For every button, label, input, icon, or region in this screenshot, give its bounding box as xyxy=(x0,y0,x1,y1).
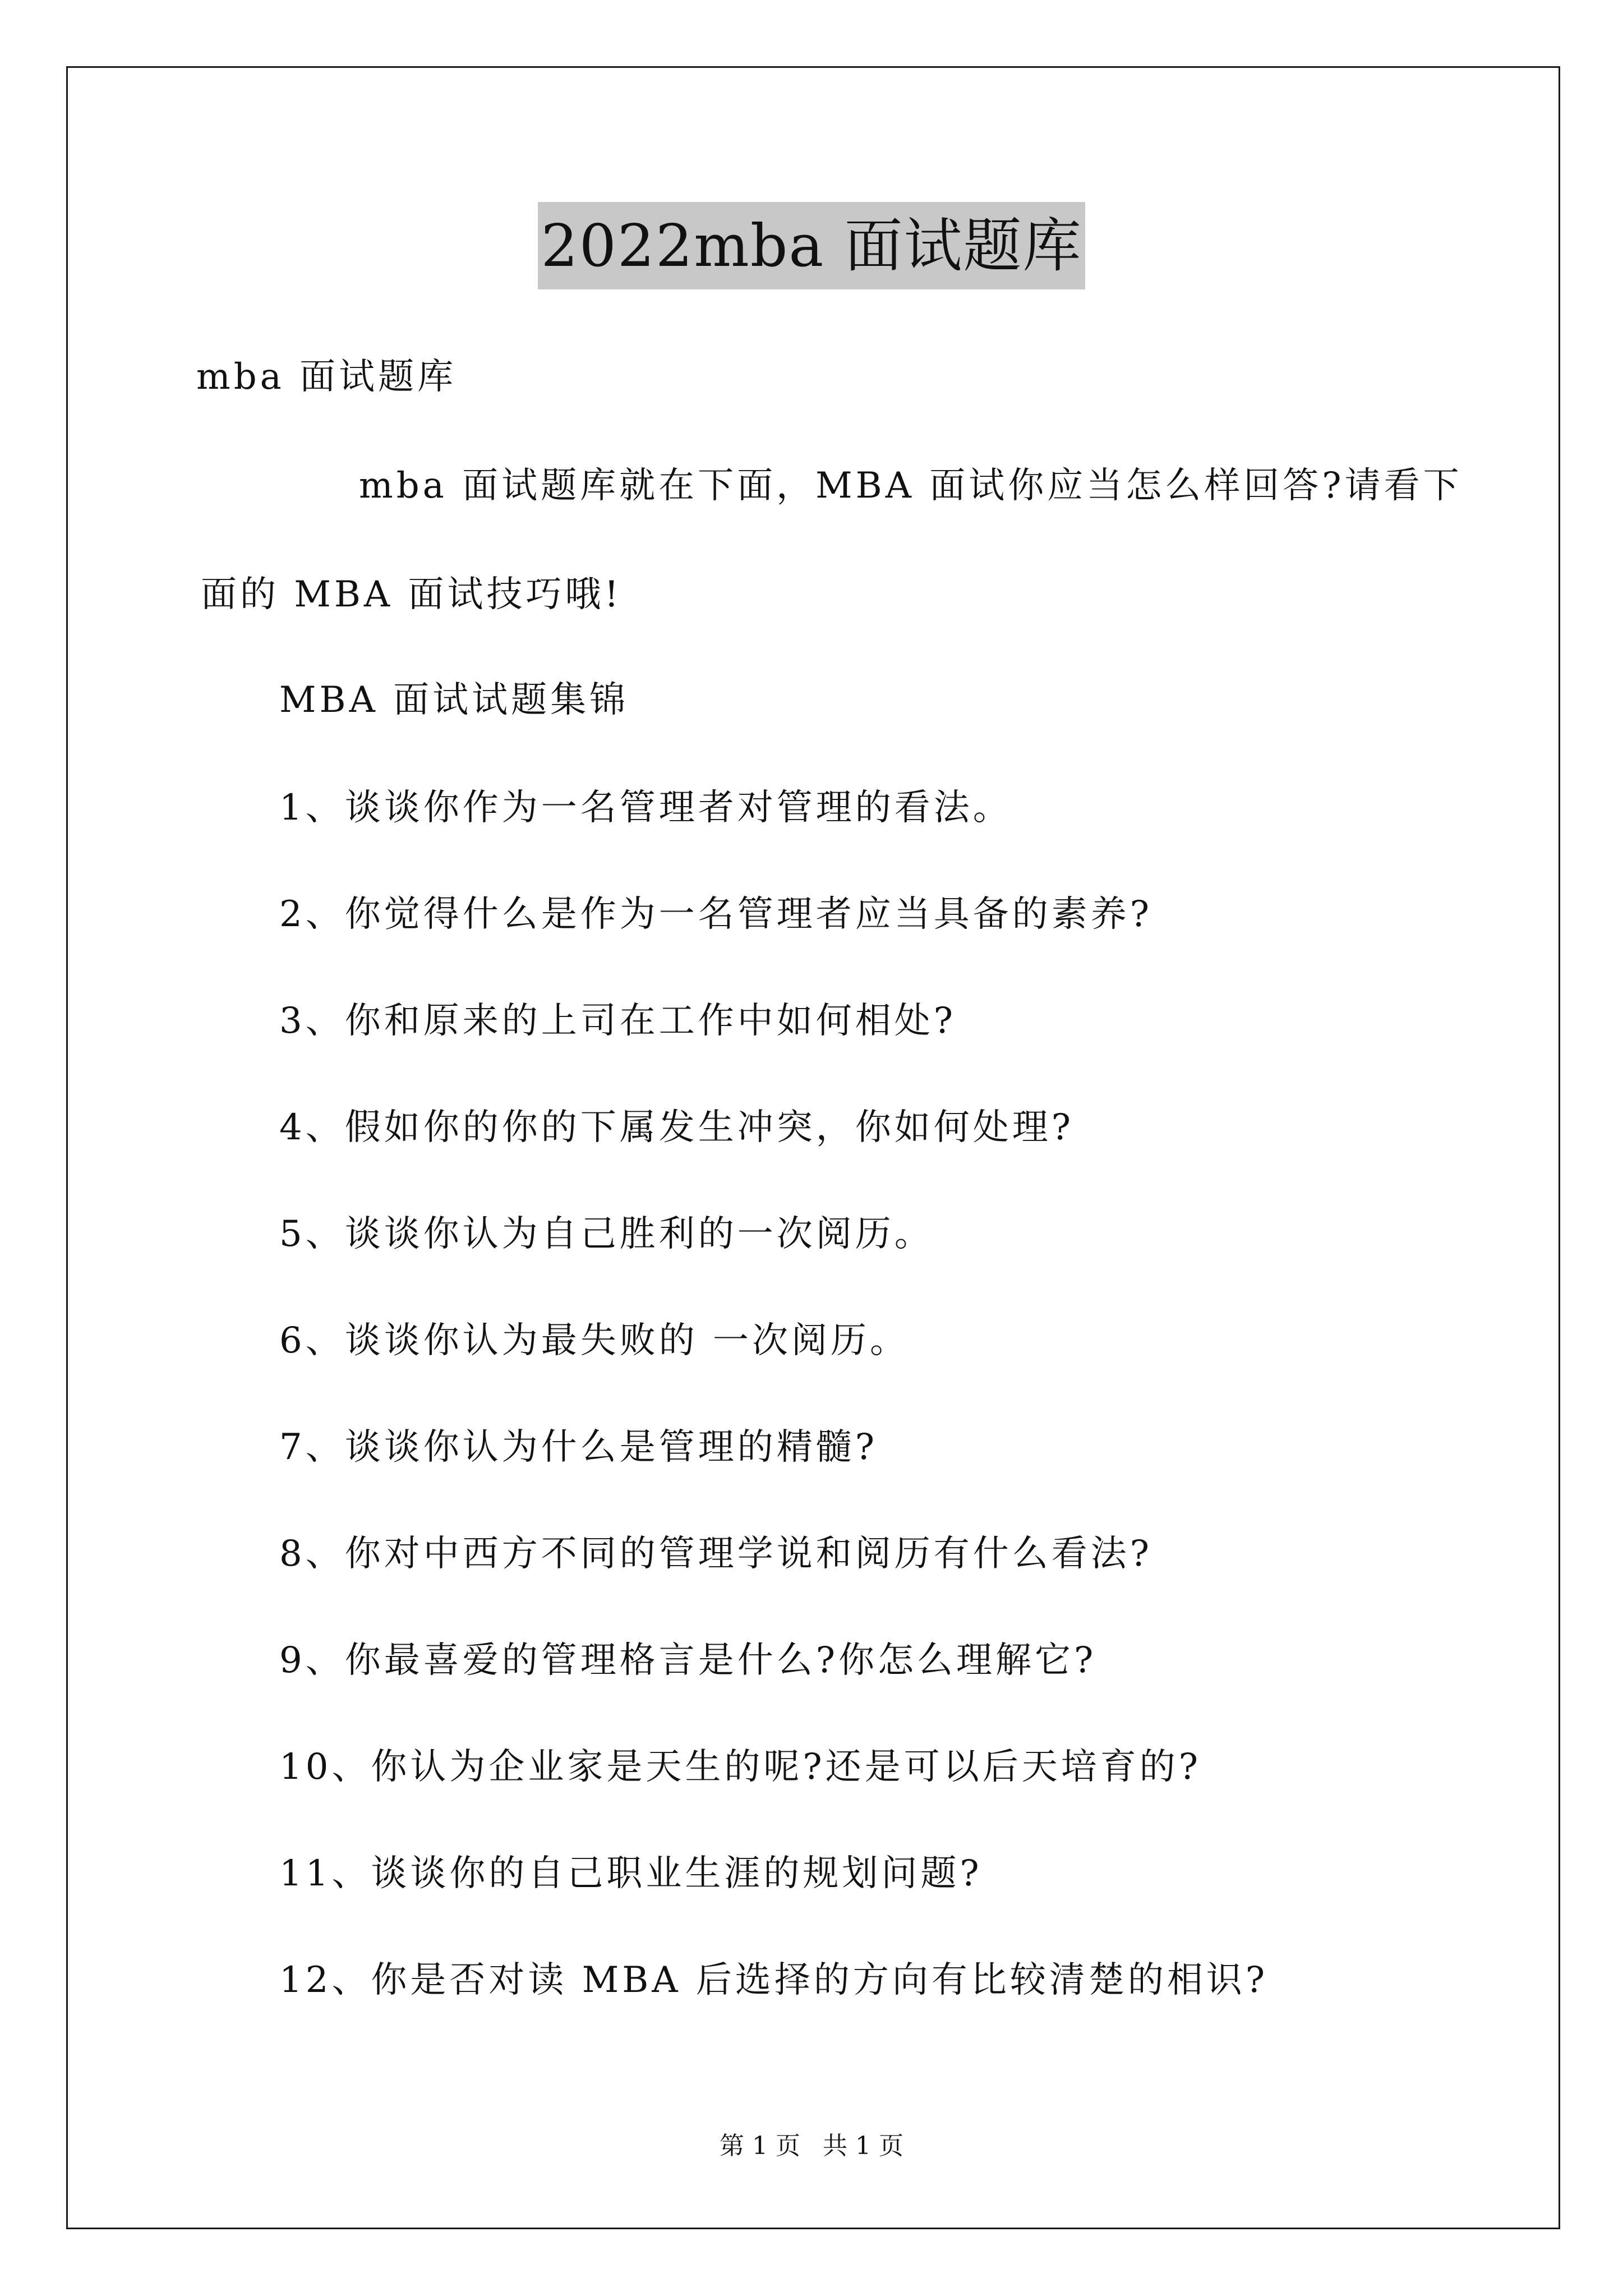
page-number-total: 共 1 页 xyxy=(823,2132,903,2160)
page-footer xyxy=(0,2129,1623,2163)
question-item: 12、你是否对读 MBA 后选择的方向有比较清楚的相识? xyxy=(279,1959,1269,2001)
title-container xyxy=(0,202,1623,289)
question-item: 11、谈谈你的自己职业生涯的规划问题? xyxy=(279,1853,983,1894)
question-item: 4、假如你的你的下属发生冲突，你如何处理? xyxy=(279,1107,1075,1148)
subtitle: mba 面试题库 xyxy=(196,356,457,398)
intro-paragraph-line-1: mba 面试题库就在下面，MBA 面试你应当怎么样回答?请看下 xyxy=(359,465,1463,507)
question-item: 9、你最喜爱的管理格言是什么?你怎么理解它? xyxy=(279,1640,1097,1681)
document-title: 2022mba 面试题库 xyxy=(538,202,1086,289)
question-item: 7、谈谈你认为什么是管理的精髓? xyxy=(279,1427,878,1468)
page-number-current: 第 1 页 xyxy=(720,2132,800,2160)
question-item: 6、谈谈你认为最失败的 一次阅历。 xyxy=(279,1320,910,1361)
question-item: 8、你对中西方不同的管理学说和阅历有什么看法? xyxy=(279,1533,1153,1575)
question-item: 5、谈谈你认为自己胜利的一次阅历。 xyxy=(279,1213,934,1255)
question-item: 1、谈谈你作为一名管理者对管理的看法。 xyxy=(279,787,1012,829)
question-item: 10、你认为企业家是天生的呢?还是可以后天培育的? xyxy=(279,1746,1202,1788)
question-item: 2、你觉得什么是作为一名管理者应当具备的素养? xyxy=(279,894,1153,935)
section-heading: MBA 面试试题集锦 xyxy=(279,679,629,721)
intro-paragraph-line-2: 面的 MBA 面试技巧哦! xyxy=(201,574,623,615)
question-item: 3、你和原来的上司在工作中如何相处? xyxy=(279,1000,957,1042)
